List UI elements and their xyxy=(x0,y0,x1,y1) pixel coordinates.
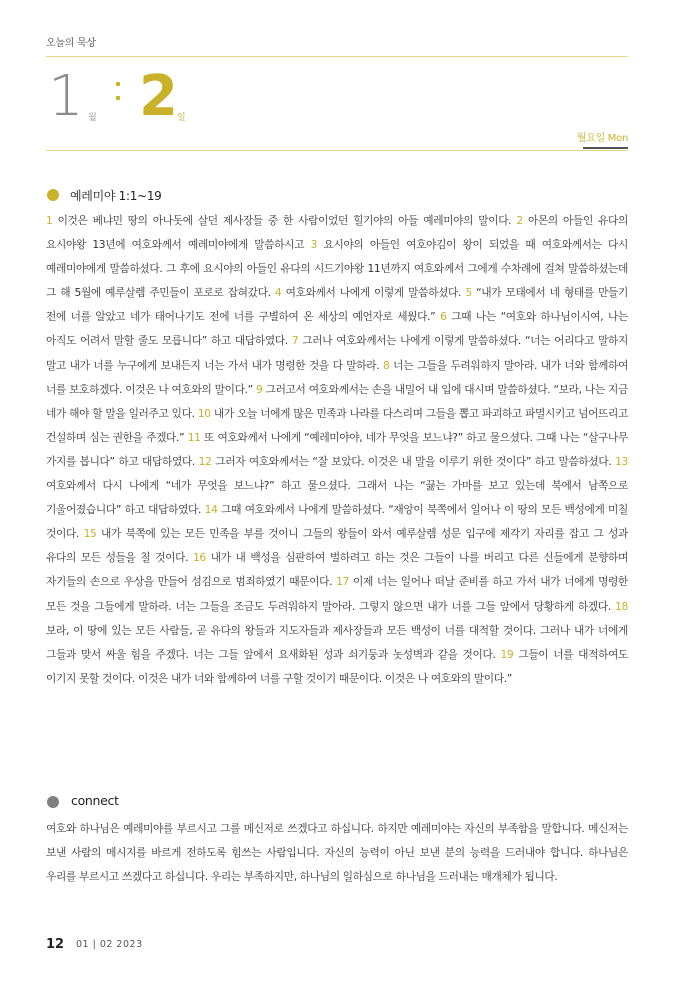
verse-number: 7 xyxy=(291,334,299,348)
day-unit: 일 xyxy=(177,113,186,123)
verse-number: 13 xyxy=(615,454,628,468)
verse-number: 6 xyxy=(440,310,447,324)
verse-number: 9 xyxy=(255,382,263,396)
section-bullet-icon xyxy=(47,189,59,201)
verse-number: 1 xyxy=(46,214,53,227)
section-label: 오늘의 묵상 xyxy=(46,38,96,49)
verse-number: 2 xyxy=(516,214,523,227)
verse-text: 내가 내 백성을 심판하여 벌하려고 하는 것은 그들이 나를 버리고 다른 신들에게 분향하며 자기들의 손으로 우상을 만들어 섬김으로 범죄하였기 때문이다. xyxy=(46,551,628,589)
connect-text: 여호와 하나님은 예레미야를 부르시고 그를 메신저로 쓰겠다고 하십니다. 하지만 예레미야는 자신의 부족함을 말합니다. 메신저는 보낸 사람의 메시지를 바르게 전하도록 힘쓰는 사람입니다. 자신의 능력이 아닌 보낸 분의 능력을 드러내야 합니다. 하나님은 우리를 부르시고 쓰겠다고 하십니다. 우리는 부족하지만, 하나님의 일하심으로 하나님을 드러내는 매개체가 됩니다. xyxy=(46,822,628,884)
day-number: 2 xyxy=(139,64,176,129)
verse-number: 16 xyxy=(192,551,206,565)
issue-date: 01 | 02 2023 xyxy=(76,939,143,950)
verse-text: 여호와께서 다시 나에게 “네가 무엇을 보느냐?” 하고 물으셨다. 그래서 나는 “끓는 가마를 보고 있는데 북에서 남쪽으로 기울어졌습니다” 하고 대답하였다. xyxy=(46,479,628,517)
connect-title: connect xyxy=(71,793,119,808)
verse-number: 15 xyxy=(83,527,97,541)
verse-text: 그때 여호와께서 나에게 말씀하셨다. “재앙이 북쪽에서 일어나 이 땅의 모든 백성에게 미칠 것이다. xyxy=(46,503,628,541)
verse-text: 아몬의 아들인 유다의 요시야왕 13년에 여호와께서 예레미야에게 말씀하시고 xyxy=(46,214,628,252)
verse-number: 5 xyxy=(465,286,472,300)
weekday-label: 월요일 Mon xyxy=(576,133,628,144)
verse-number: 12 xyxy=(198,454,212,468)
page-number: 12 xyxy=(46,937,65,952)
verse-number: 8 xyxy=(382,358,390,372)
section-bullet-icon xyxy=(47,796,59,808)
verse-text: 그러자 여호와께서는 “잘 보았다. 이것은 내 말을 이루기 위한 것이다” 하고 말씀하셨다. xyxy=(211,454,616,468)
verse-number: 17 xyxy=(336,575,350,589)
verse-text: “내가 모태에서 네 형태를 만들기 전에 너를 알았고 네가 태어나기도 전에 너를 구별하여 온 세상의 예언자로 세웠다.” xyxy=(46,286,628,324)
verse-number: 14 xyxy=(204,503,218,517)
verse-text: 여호와께서 나에게 이렇게 말씀하셨다. xyxy=(281,286,466,300)
date-colon xyxy=(116,82,120,110)
verse-number: 11 xyxy=(187,430,201,444)
verse-text: 그들이 너를 대적하여도 이기지 못할 것이다. 이것은 내가 너와 함께하여 너를 구할 것이기 때문이다. 이것은 나 여호와의 말이다.” xyxy=(46,647,628,685)
verse-text: 내가 오늘 너에게 많은 민족과 나라를 다스리며 그들을 뽑고 파괴하고 파멸시키고 넘어뜨리고 건설하며 심는 권한을 주겠다.” xyxy=(46,406,629,444)
verse-text: 또 여호와께서 나에게 “예레미야야, 네가 무엇을 보느냐?” 하고 물으셨다. 그때 나는 “살구나무 가지를 봅니다” 하고 대답하였다. xyxy=(46,430,628,468)
verse-number: 4 xyxy=(274,286,282,300)
header-divider xyxy=(46,150,628,151)
verse-number: 10 xyxy=(197,406,211,420)
verse-text: 그러나 여호와께서는 나에게 이렇게 말씀하셨다. “너는 어리다고 말하지 말고 내가 너를 누구에게 보내든지 너는 가서 내가 명령한 것을 다 말하라. xyxy=(46,334,628,372)
verse-number: 18 xyxy=(615,599,628,613)
verse-text: 보라, 이 땅에 있는 모든 사람들, 곧 유다의 왕들과 지도자들과 제사장들과 모든 백성이 너를 대적할 것이다. 그러나 내가 너에게 그들과 맞서 싸울 힘을 주겠다. 너는 그들 앞에서 요새화된 성과 쇠기둥과 놋성벽과 같을 것이다. xyxy=(46,623,628,661)
month-unit: 월 xyxy=(88,113,97,123)
verse-text: 요시야의 아들인 여호야김이 왕이 되었을 때 여호와께서는 다시 예레미야에게 말씀하셨다. 그 후에 요시야의 아들인 유다의 시드기야왕 11년까지 여호와께서 그에게 수차례에 걸쳐 말씀하셨는데 그 해 5월에 예루살렘 주민들이 포로로 잡혀갔다. xyxy=(46,238,628,300)
verse-text: 그러고서 여호와께서는 손을 내밀어 내 입에 대시며 말씀하셨다. “보라, 나는 지금 네가 해야 할 말을 일러주고 있다. xyxy=(46,382,628,420)
verse-text: 그때 나는 “여호와 하나님이시여, 나는 아직도 어려서 말할 줄도 모릅니다” 하고 대답하였다. xyxy=(46,310,628,348)
top-divider xyxy=(46,56,628,57)
weekday-underline xyxy=(583,147,628,149)
verse-text: 이것은 베냐민 땅의 아나돗에 살던 제사장들 중 한 사람이었던 힐기야의 아들 예레미야의 말이다. xyxy=(52,214,517,227)
verse-text: 너는 그들을 두려워하지 말아라. 내가 너와 함께하여 너를 보호하겠다. 이것은 나 여호와의 말이다.” xyxy=(46,358,628,396)
scripture-reference: 예레미야 1:1~19 xyxy=(70,189,162,203)
verse-number: 3 xyxy=(310,238,318,252)
verse-text: 내가 북쪽에 있는 모든 민족을 부를 것이니 그들의 왕들이 와서 예루살렘 성문 입구에 제각기 자리를 잡고 그 성과 유다의 모든 성들을 칠 것이다. xyxy=(46,527,628,565)
verse-text: 이제 너는 일어나 떠날 준비를 하고 가서 내가 너에게 명령한 모든 것을 그들에게 말하라. 너는 그들을 조금도 두려워하지 말아라. 그렇지 않으면 내가 너를 그들 앞에서 당황하게 하겠다. xyxy=(46,575,628,613)
verse-number: 19 xyxy=(500,647,514,661)
month-number: 1 xyxy=(48,64,82,129)
scripture-text xyxy=(46,209,628,691)
